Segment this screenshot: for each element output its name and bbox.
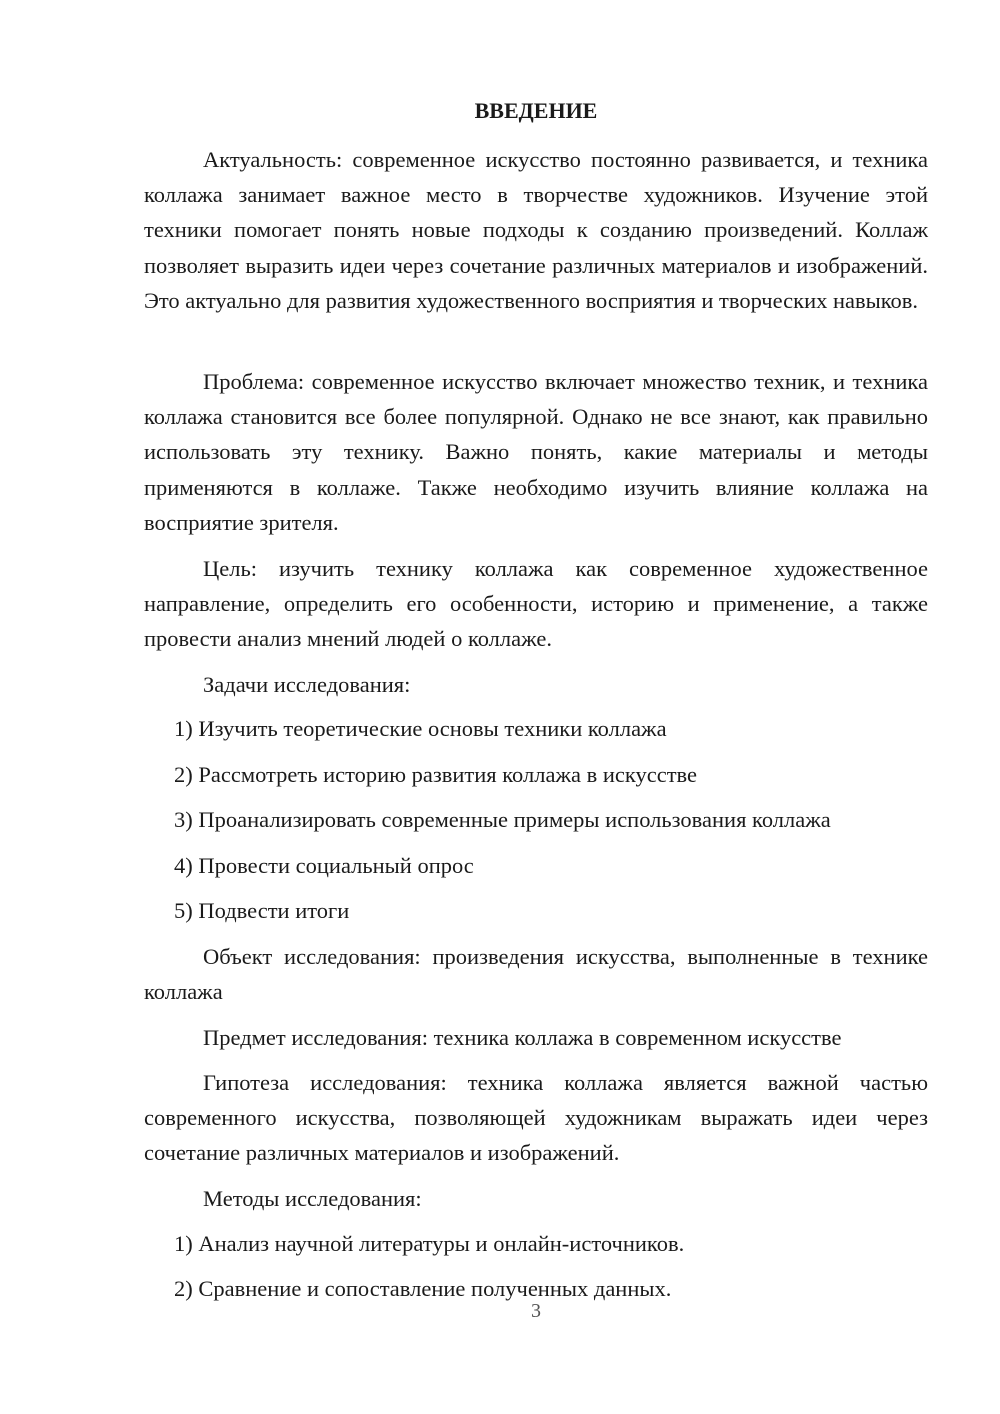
page-number: 3 [531, 1300, 541, 1322]
method-item: 1) Анализ научной литературы и онлайн-источников. [174, 1231, 685, 1256]
object-paragraph: Объект исследования: произведения искусства, выполненные в технике коллажа [144, 944, 928, 1005]
relevance-paragraph: Актуальность: современное искусство постоянно развивается, и техника коллажа занимает важное место в творчестве художников. Изучение этой техники помогает понять новые подходы к созданию произведений. Коллаж позволяет выразить идеи через сочетание различных материалов и изображений. Это актуально для развития художественного восприятия и творческих навыков. [144, 147, 928, 313]
subject-paragraph: Предмет исследования: техника коллажа в современном искусстве [203, 1025, 842, 1050]
task-item: 2) Рассмотреть историю развития коллажа в искусстве [174, 762, 698, 787]
problem-paragraph: Проблема: современное искусство включает множество техник, и техника коллажа становится все более популярной. Однако не все знают, как правильно использовать эту технику. Важно понять, какие материалы и методы применяются в коллаже. Также необходимо изучить влияние коллажа на восприятие зрителя. [144, 369, 928, 535]
hypothesis-paragraph: Гипотеза исследования: техника коллажа является важной частью современного искусства, позволяющей художникам выражать идеи через сочетание различных материалов и изображений. [144, 1070, 928, 1166]
task-item: 1) Изучить теоретические основы техники коллажа [174, 716, 667, 741]
task-item: 3) Проанализировать современные примеры использования коллажа [174, 807, 831, 832]
method-item: 2) Сравнение и сопоставление полученных данных. [174, 1276, 672, 1301]
methods-heading: Методы исследования: [203, 1186, 422, 1211]
tasks-heading: Задачи исследования: [203, 672, 411, 697]
page-title: ВВЕДЕНИЕ [474, 98, 598, 123]
goal-paragraph: Цель: изучить технику коллажа как современное художественное направление, определить его особенности, историю и применение, а также провести анализ мнений людей о коллаже. [144, 556, 928, 652]
task-item: 4) Провести социальный опрос [174, 853, 474, 878]
task-item: 5) Подвести итоги [174, 898, 350, 923]
